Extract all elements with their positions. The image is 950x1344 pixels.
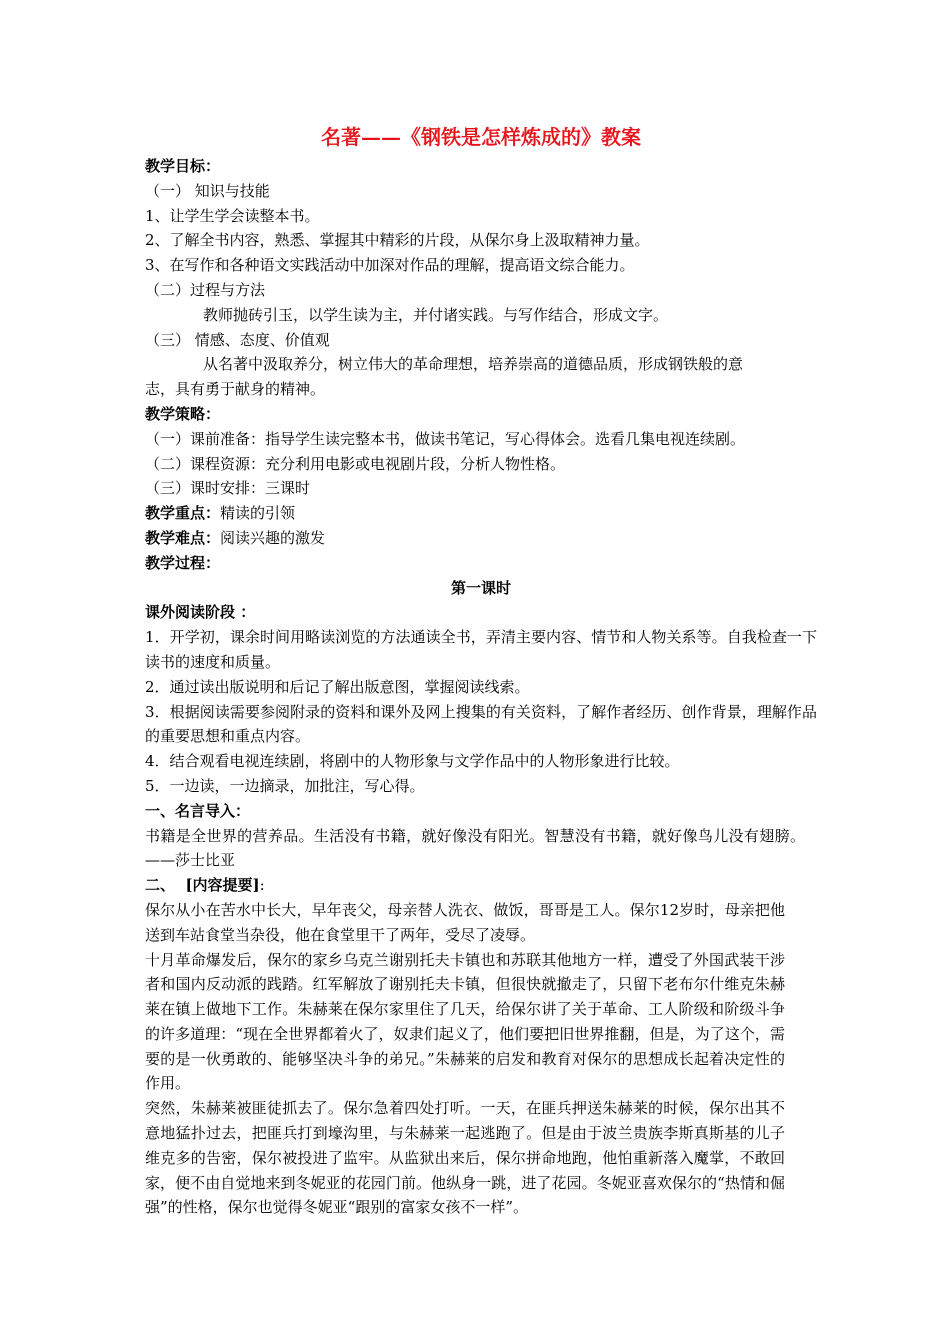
reading-heading: 课外阅读阶段 ： [145,603,256,622]
reading-item: 5．一边读，一边摘录，加批注，写心得。 [145,776,425,795]
difficulty-point [145,526,817,551]
strategy-item: （一）课前准备：指导学生读完整本书，做读书笔记，写心得体会。选看几集电视连续剧。 [145,429,746,448]
strategy-item: （二）课程资源：充分利用电影或电视剧片段，分析人物性格。 [145,454,566,473]
key-point [145,501,817,526]
process-heading: 教学过程： [145,553,221,572]
section2-heading [145,873,817,898]
goal1-heading: （一） 知识与技能 [145,181,270,200]
goal3-heading: （三） 情感、态度、价值观 [145,330,330,349]
difficulty-text: 阅读兴趣的激发 [220,528,326,547]
lesson1-heading: 第一课时 [450,578,511,597]
section1-quote: 书籍是全世界的营养品。生活没有书籍，就好像没有阳光。智慧没有书籍，就好像鸟儿没有翅膀。——莎士比亚 [145,826,805,870]
goal2-text: 教师抛砖引玉，以学生读为主，并付诸实践。与写作结合，形成文字。 [203,305,669,324]
goal3-text-continued: 志，具有勇于献身的精神。 [145,380,326,399]
difficulty-label: 教学难点： [145,528,221,547]
section2-title: [内容提要] [185,876,260,895]
reading-item: 4．结合观看电视连续剧，将剧中的人物形象与文学作品中的人物形象进行比较。 [145,752,680,771]
key-text: 精读的引领 [220,504,296,523]
strategy-heading: 教学策略： [145,404,221,423]
reading-item: 1．开学初，课余时间用略读浏览的方法通读全书，弄清主要内容、情节和人物关系等。自我检查一下读书的速度和质量。 [145,628,817,671]
goal2-heading: （二）过程与方法 [145,280,266,299]
summary-paragraph: 突然，朱赫莱被匪徒抓去了。保尔急着四处打听。一天，在匪兵押送朱赫莱的时候，保尔出其不意地猛扑过去，把匪兵打到壕沟里，与朱赫莱一起逃跑了。但是由于波兰贵族李斯真斯基的儿子维克多的告密，保尔被投进了监牢。从监狱出来后，保尔拼命地跑，他怕重新落入魔掌，不敢回家，便不由自觉地来到冬妮亚的花园门前。他纵身一跳，进了花园。冬妮亚喜欢保尔的“热情和倔强”的性格，保尔也觉得冬妮亚“跟别的富家女孩不一样”。 [145,1099,785,1217]
goals-heading: 教学目标： [145,157,221,175]
goal1-item: 2、了解全书内容，熟悉、掌握其中精彩的片段，从保尔身上汲取精神力量。 [145,231,650,250]
document-page [145,120,817,1220]
reading-item: 2．通过读出版说明和后记了解出版意图，掌握阅读线索。 [145,677,530,696]
summary-paragraph: 十月革命爆发后，保尔的家乡乌克兰谢别托夫卡镇也和苏联其他地方一样，遭受了外国武装干涉者和国内反动派的践踏。红军解放了谢别托夫卡镇，但很快就撤走了，只留下老布尔什维克朱赫莱在镇上做地下工作。朱赫莱在保尔家里住了几天，给保尔讲了关于革命、工人阶级和阶级斗争的许多道理：“现在全世界都着火了，奴隶们起义了，他们要把旧世界推翻，但是，为了这个，需要的是一伙勇敢的、能够坚决斗争的弟兄。”朱赫莱的启发和教育对保尔的思想成长起着决定性的作用。 [145,950,785,1093]
summary-paragraph: 保尔从小在苦水中长大，早年丧父，母亲替人洗衣、做饭，哥哥是工人。保尔12岁时，母亲把他送到车站食堂当杂役，他在食堂里干了两年，受尽了凌辱。 [145,900,785,944]
goal1-item: 1、让学生学会读整本书。 [145,206,320,225]
goal1-item: 3、在写作和各种语文实践活动中加深对作品的理解，提高语文综合能力。 [145,256,635,275]
goal3-text: 从名著中汲取养分，树立伟大的革命理想，培养崇高的道德品质，形成钢铁般的意 [203,355,744,374]
section2-colon: : [259,876,265,895]
strategy-item: （三）课时安排：三课时 [145,479,311,498]
document-title: 名著——《钢铁是怎样炼成的》教案 [321,125,641,149]
section2-number: 二、 [145,876,186,895]
key-label: 教学重点： [145,504,221,523]
reading-item: 3．根据阅读需要参阅附录的资料和课外及网上搜集的有关资料，了解作者经历、创作背景，理解作品的重要思想和重点内容。 [145,702,817,746]
section1-heading: 一、名言导入： [145,801,251,820]
